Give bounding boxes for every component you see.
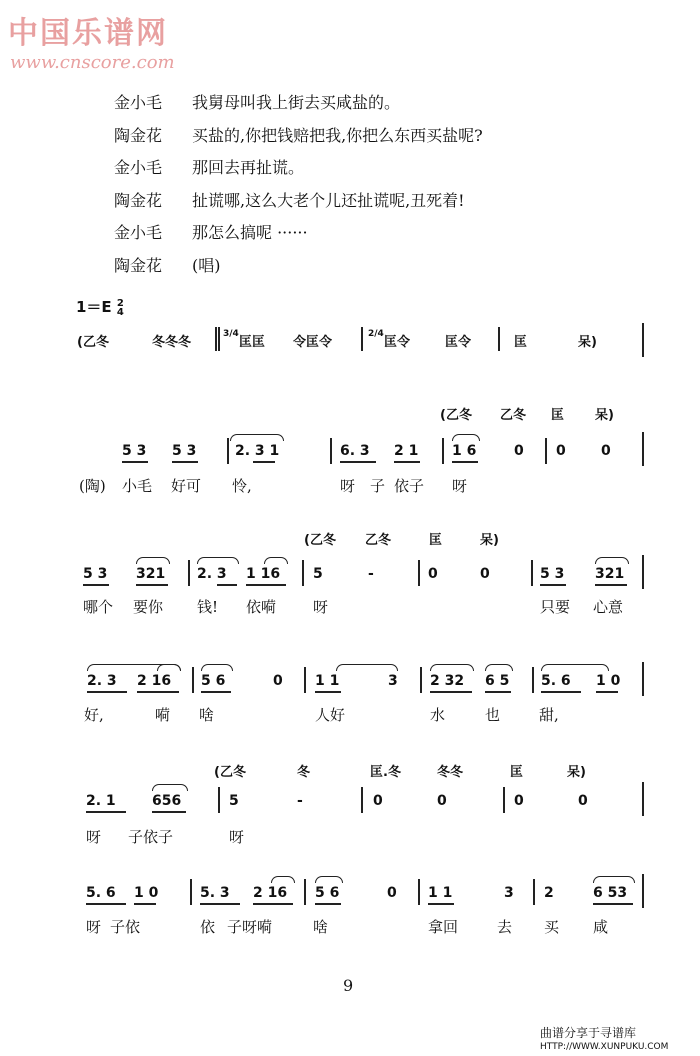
note-group: 2. 3 1 [235,443,280,459]
dialog-line [114,188,483,221]
barline [361,327,363,351]
note-group: 2 16 [253,885,288,901]
percussion-row [0,529,700,549]
lyric: 呀 [452,477,468,495]
meter-top: 2 [116,297,124,309]
note-group: 3 [388,673,398,689]
notation-row [0,566,700,586]
perc-text: 冬冬冬 [152,335,192,350]
slur [315,876,343,883]
underline [172,461,198,463]
lyric: 哪个 [83,598,114,616]
perc-text: 乙冬 [500,408,527,423]
barline [642,323,644,357]
note-group: 6 53 [593,885,628,901]
lyric: 啥 [313,918,329,936]
lyric: 依 [200,918,216,936]
lyric: 子 [370,477,386,495]
slur [201,664,233,671]
lyric: 子依子 [128,828,174,846]
underline [315,691,341,693]
note-group: 3 [504,885,514,901]
percussion-row [0,761,700,781]
barline [227,438,229,464]
lyric: 依嗬 [246,598,277,616]
note-group: 5 3 [172,443,197,459]
lyric: 子依 [110,918,141,936]
note-group: 0 [437,793,447,809]
notation-row [0,793,700,813]
dialog-text: 扯谎哪,这么大老个儿还扯谎呢,丑死着! [192,190,465,210]
time-sig-change: 3/4 [223,329,239,339]
dialog-line [114,123,483,156]
note-group: 0 [387,885,397,901]
lyric: 小毛 [122,477,153,495]
perc-text: 匡.冬 [370,765,401,780]
dialog-text: 我舅母叫我上街去买咸盐的。 [192,93,401,112]
perc-text: 匡匡 [239,335,266,350]
speaker-name: 金小毛 [114,158,163,177]
lyric: 呀 [229,828,245,846]
slur [541,664,609,671]
barline [642,432,644,466]
perc-text: 乙冬 [365,533,392,548]
barline [642,782,644,816]
barline [302,560,304,586]
key-signature [76,296,124,317]
lyric: 啥 [199,706,215,724]
perc-text: 呆) [595,408,614,423]
note-group: 2 1 [394,443,419,459]
barline [498,327,500,351]
underline [253,461,275,463]
lyric: 好, [84,706,104,724]
perc-text: (乙冬 [77,335,109,350]
lyric-row [0,596,700,616]
note-group: 5. 6 [541,673,571,689]
note-group: 656 [152,793,182,809]
note-group: 5 3 [83,566,108,582]
note-group: 6 5 [485,673,510,689]
note-group: 5 [313,566,323,582]
barline [418,879,420,905]
slur [136,557,170,564]
note-group: 5 3 [540,566,565,582]
perc-text: 匡 [510,765,524,780]
slur [152,784,188,791]
lyric: 水 [430,706,446,724]
barline [642,662,644,696]
underline [394,461,420,463]
lyric: 呀 [313,598,329,616]
note-group: 5 3 [122,443,147,459]
notation-row [0,885,700,905]
barline [188,560,190,586]
slur [230,434,284,441]
underline [253,903,293,905]
dialog-line [114,220,483,253]
lyric: 好可 [171,477,202,495]
barline [218,327,220,351]
note-group: 2 [544,885,554,901]
lyric: 咸 [593,918,609,936]
perc-text: (乙冬 [440,408,472,423]
perc-text: 呆) [578,335,597,350]
barline [442,438,444,464]
note-group: 6. 3 [340,443,370,459]
dialog-text: 买盐的,你把钱赔把我,你把么东西买盐呢? [192,125,483,145]
barline [304,667,306,693]
underline [540,584,566,586]
perc-text: 冬 [297,765,311,780]
speaker-name: 陶金花 [114,255,163,275]
note-group: 1 1 [428,885,453,901]
dialog-block [114,90,483,285]
perc-text: (乙冬 [304,533,336,548]
lyric-row [0,475,700,495]
watermark-url: www.cnscore.com [10,52,175,73]
perc-text: 匡 [551,408,565,423]
underline [137,691,179,693]
notation-row [0,673,700,693]
key-label: 1＝E [76,298,112,316]
slur [157,664,181,671]
time-sig-change: 2/4 [368,329,384,339]
perc-text: 匡 [429,533,443,548]
note-group: 0 [273,673,283,689]
page-number: 9 [343,976,354,995]
underline [246,584,286,586]
speaker-name: 陶金花 [114,125,163,145]
barline [192,667,194,693]
slur [452,434,480,441]
speaker-name: 陶金花 [114,190,163,210]
note-group: 0 [480,566,490,582]
speaker-name: 金小毛 [114,223,163,242]
lyric: 要你 [133,598,164,616]
note-group: 2. 1 [86,793,116,809]
lyric: 钱! [197,598,219,616]
underline [136,584,168,586]
lyric: 也 [485,706,501,724]
lyric: 只要 [540,598,571,616]
barline [218,787,220,813]
note-group: 5 6 [315,885,340,901]
perc-text: 匡 [514,335,528,350]
barline [215,327,217,351]
dialog-line [114,253,483,286]
barline [420,667,422,693]
note-group: 0 [514,443,524,459]
dialog-text: (唱) [192,255,221,275]
underline [86,903,126,905]
note-group: 1 1 [315,673,340,689]
watermark-site-name: 中国乐谱网 [8,16,168,51]
note-group: 0 [514,793,524,809]
underline [87,691,127,693]
lyric: 心意 [593,598,624,616]
note-group: 0 [556,443,566,459]
underline [217,584,237,586]
slur [430,664,474,671]
dialog-line [114,90,483,123]
meter-bottom: 4 [116,306,124,318]
dialog-text: 那怎么搞呢 ······ [192,223,308,242]
underline [595,584,627,586]
perc-text: 呆) [567,765,586,780]
underline [428,903,454,905]
underline [452,461,478,463]
lyric-row [0,826,700,846]
lyric: 拿回 [428,918,459,936]
note-group: 2 32 [430,673,465,689]
note-group: 0 [578,793,588,809]
barline [361,787,363,813]
underline [122,461,148,463]
perc-text: (乙冬 [214,765,246,780]
barline [533,879,535,905]
note-group: 5. 6 [86,885,116,901]
footer-share-url[interactable]: HTTP://WWW.XUNPUKU.COM [540,1042,669,1052]
perc-text: 冬冬 [437,765,464,780]
note-group: 0 [373,793,383,809]
slur [264,557,288,564]
barline [531,560,533,586]
lyric: 呀 [340,477,356,495]
underline [83,584,109,586]
note-group: 0 [428,566,438,582]
perc-text: 匡令 [445,335,472,350]
underline [152,811,186,813]
underline [201,691,231,693]
underline [86,811,126,813]
underline [485,691,511,693]
underline [596,691,618,693]
lyric: 买 [544,918,560,936]
slur [271,876,295,883]
percussion-row [0,404,700,424]
lyric: 嗬 [155,706,171,724]
barline [642,555,644,589]
slur [485,664,513,671]
note-group: 5 6 [201,673,226,689]
underline [200,903,240,905]
note-group: - [368,566,374,582]
lyric-row [0,704,700,724]
note-group: 321 [595,566,625,582]
slur [595,557,629,564]
note-group: 1 16 [246,566,281,582]
note-group: 321 [136,566,166,582]
perc-text: 呆) [480,533,499,548]
barline [190,879,192,905]
lyric: 子呀嗬 [227,918,273,936]
lyric: 呀 [86,918,102,936]
underline [541,691,581,693]
note-group: - [297,793,303,809]
speaker-name: 金小毛 [114,93,163,112]
note-group: 1 0 [134,885,159,901]
note-group: 1 0 [596,673,621,689]
lyric: (陶) [79,477,106,495]
underline [430,691,472,693]
dialog-line [114,155,483,188]
note-group: 0 [601,443,611,459]
perc-text: 匡令 [384,335,411,350]
barline [642,874,644,908]
slur [336,664,398,671]
lyric: 人好 [315,706,346,724]
barline [532,667,534,693]
lyric: 去 [497,918,513,936]
slur [593,876,635,883]
note-group: 5 [229,793,239,809]
note-group: 2. 3 [87,673,117,689]
lyric: 怜, [232,477,252,495]
underline [315,903,341,905]
note-group: 1 6 [452,443,477,459]
underline [593,903,633,905]
lyric: 呀 [86,828,102,846]
lyric: 依子 [394,477,425,495]
note-group: 2 16 [137,673,172,689]
time-signature [117,299,124,317]
note-group: 2. 3 [197,566,227,582]
perc-text: 令匡令 [293,335,333,350]
barline [330,438,332,464]
lyric-row [0,916,700,936]
underline [134,903,156,905]
footer-share-text: 曲谱分享于寻谱库 [540,1026,637,1040]
dialog-text: 那回去再扯谎。 [192,158,305,177]
barline [304,879,306,905]
notation-row [0,443,700,463]
barline [503,787,505,813]
underline [340,461,376,463]
note-group: 5. 3 [200,885,230,901]
slur [197,557,239,564]
barline [545,438,547,464]
lyric: 甜, [539,706,559,724]
intro-percussion-row [0,331,700,351]
barline [418,560,420,586]
